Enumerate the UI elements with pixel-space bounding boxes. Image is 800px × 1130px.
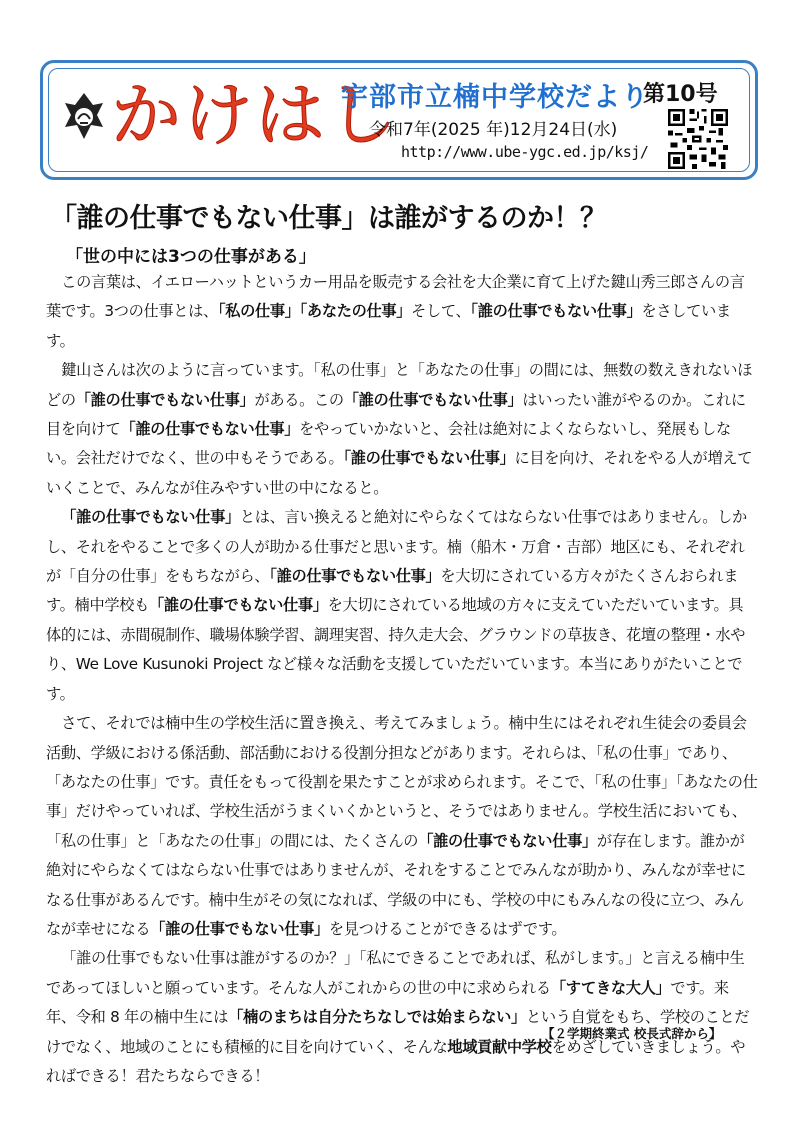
body-text: をやっていかないと、会社は絶対によくならないし、発展もしない。会社だけでなく、世の中もそうである。: [46, 420, 731, 468]
article-title: 「誰の仕事でもない仕事」は誰がするのか！？: [50, 203, 607, 234]
emphasis-text: 「誰の仕事でもない仕事」: [269, 567, 441, 586]
body-text: 「誰の仕事でもない仕事は誰がするのか？」「私にできることであれば、私がします。」と言える楠中生であってほしいと願っています。そんな人がこれからの世の中に求められる: [46, 949, 745, 997]
body-text: この言葉は、イエローハットというカー用品を販売する会社を大企業に育て上げた鍵山秀三郎さんの言葉です。3つの仕事とは、: [46, 273, 745, 321]
body-text: です。来年、令和 8 年の楠中生には: [46, 978, 729, 1027]
emphasis-text: 「誰の仕事でもない仕事」: [75, 390, 255, 409]
body-text: がある。この: [254, 390, 344, 409]
article-subtitle: 「世の中には3つの仕事がある」: [66, 247, 316, 267]
body-text: という自覚をもち、学校のことだけでなく、地域のことにも積極的に目を向けていく、そんな: [46, 1008, 750, 1056]
header-box: [40, 60, 758, 180]
emphasis-text: 「誰の仕事でもない仕事」: [120, 420, 300, 439]
emphasis-text: 「誰の仕事でもない仕事」: [343, 449, 515, 468]
school-name: 宇部市立楠中学校だより: [341, 82, 649, 113]
paragraph: [46, 268, 758, 356]
body-text: に目を向け、それをやる人が増えていくことで、みんなが住みやすい世の中になると。: [46, 449, 753, 497]
paragraph: [46, 944, 758, 1091]
body-text: をさしています。: [46, 302, 731, 350]
body-text: はいったい誰がやるのか。これに目を向けて: [46, 390, 746, 439]
school-url[interactable]: http://www.ube-ygc.ed.jp/ksj/: [401, 143, 649, 161]
issue-date: 令和7年(2025 年)12月24日(水): [369, 120, 618, 140]
body-text: をめざしていきましょう。やればできる！君たちならできる！: [46, 1037, 746, 1085]
emphasis-text: 「すてきな大人」: [550, 978, 671, 997]
emphasis-text: 「誰の仕事でもない仕事」: [418, 831, 597, 850]
paragraph: [46, 709, 758, 944]
masthead-title: かけはし: [111, 74, 399, 156]
emphasis-text: 「私の仕事」「あなたの仕事」: [217, 302, 412, 321]
emphasis-text: 「誰の仕事でもない仕事」: [150, 919, 329, 938]
body-text: さて、それでは楠中生の学校生活に置き換え、考えてみましょう。楠中生にはそれぞれ生徒会の委員会活動、学級における係活動、部活動における役割分担などがあります。それらは、「私の仕事」であり、「あなたの仕事」です。責任をもって役割を果たすことが求められます。そこで、「私の仕事」「あなたの仕事」だけやっていれば、学校生活がうまくいくかというと、そうではありません。学校生活においても、「私の仕事」と「あなたの仕事」の間には、たくさんの: [46, 714, 758, 850]
emphasis-text: 地域貢献中学校: [447, 1037, 552, 1056]
body-text: とは、言い換えると絶対にやらなくてはならない仕事ではありません。しかし、それをやることで多くの人が助かる仕事だと思います。楠（船木・万倉・吉部）地区にも、それぞれが「自分の仕事」をもちながら、: [46, 508, 747, 586]
emphasis-text: 「誰の仕事でもない仕事」: [149, 596, 328, 615]
source-note: 【２学期終業式 校長式辞から】: [542, 1026, 722, 1041]
article-body: [46, 268, 758, 1091]
qr-code-icon[interactable]: [668, 109, 728, 169]
emphasis-text: 「誰の仕事でもない仕事」: [470, 302, 642, 321]
issue-number: 第10号: [643, 82, 718, 107]
body-text: が存在します。誰かが絶対にやらなくてはならない仕事ではありませんが、それをすることでみんなが助かり、みんなが幸せになる仕事があるんです。楠中生がその気になれば、学級の中にも、学校の中にもみんなの役に立つ、みんなが幸せになる: [46, 831, 746, 938]
emphasis-text: 「誰の仕事でもない仕事」: [343, 390, 523, 409]
paragraph: [46, 503, 758, 709]
emphasis-text: 「楠のまちは自分たちなしでは始まらない」: [228, 1008, 526, 1027]
body-text: 鍵山さんは次のように言っています。「私の仕事」と「あなたの仕事」の間には、無数の数えきれないほどの: [46, 361, 753, 409]
emphasis-text: 「誰の仕事でもない仕事」: [61, 508, 240, 527]
body-text: を大切にされている方々がたくさんおられます。楠中学校も: [46, 567, 739, 615]
school-emblem-icon: [63, 91, 105, 141]
body-text: を大切にされている地域の方々に支えていただいています。具体的には、赤間硯制作、職場体験学習、調理実習、持久走大会、グラウンドの草抜き、花壇の整理・水やり、We Love Kusunoki Project など様々な活動を支援していただいています。本当にありがたいことです。: [46, 596, 746, 703]
body-text: を見つけることができるはずです。: [328, 919, 567, 938]
body-text: そして、: [411, 302, 471, 321]
paragraph: [46, 356, 758, 503]
